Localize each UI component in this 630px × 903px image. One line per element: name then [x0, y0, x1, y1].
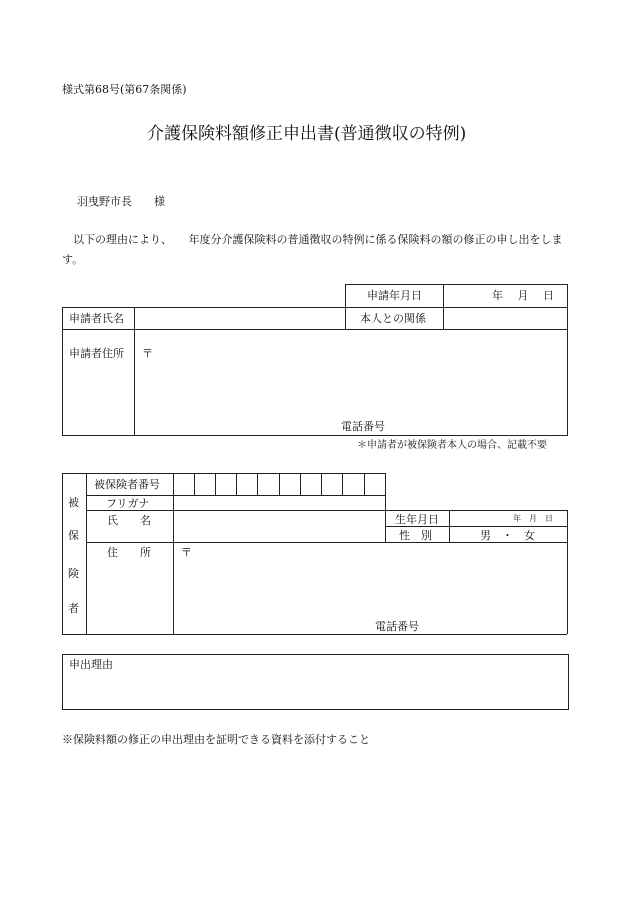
- applicant-name-field[interactable]: [136, 309, 343, 328]
- addressee: 羽曳野市長 様: [77, 195, 165, 208]
- insured-postal-mark: 〒: [181, 546, 192, 559]
- insured-side-label-2: 保: [68, 529, 79, 542]
- relation-label: 本人との関係: [360, 312, 426, 325]
- insured-phone-label: 電話番号: [375, 620, 419, 633]
- birth-date-label: 生年月日: [395, 513, 439, 526]
- form-id: 様式第68号(第67条関係): [62, 83, 187, 96]
- postal-mark: 〒: [142, 347, 153, 360]
- intro-text: 以下の理由により、 年度分介護保険料の普通徴収の特例に係る保険料の額の修正の申し出をします。: [62, 233, 563, 266]
- kana-field[interactable]: [175, 496, 384, 509]
- insured-side-label-4: 者: [68, 602, 79, 615]
- relation-field[interactable]: [445, 309, 566, 328]
- insured-name-field[interactable]: [175, 512, 384, 541]
- application-date-label: 申請年月日: [367, 289, 422, 302]
- application-date-field[interactable]: 年 月 日: [492, 289, 554, 302]
- insured-name-label: 氏 名: [107, 514, 151, 527]
- page-title: 介護保険料額修正申出書(普通徴収の特例): [147, 124, 467, 144]
- applicant-phone-label: 電話番号: [341, 420, 385, 433]
- applicant-name-label: 申請者氏名: [69, 312, 124, 325]
- insured-number-label: 被保険者番号: [94, 478, 160, 491]
- reason-label: 申出理由: [69, 658, 113, 671]
- reason-box[interactable]: [62, 654, 569, 710]
- insured-address-label: 住 所: [107, 546, 151, 559]
- insured-address-field[interactable]: [195, 545, 563, 615]
- birth-date-field[interactable]: 年 月 日: [513, 514, 553, 523]
- insured-side-label-1: 被: [68, 496, 79, 509]
- applicant-address-label: 申請者住所: [69, 347, 124, 360]
- applicant-address-field[interactable]: [156, 333, 564, 413]
- sex-field[interactable]: 男 ・ 女: [480, 529, 535, 542]
- sex-label: 性 別: [399, 529, 432, 542]
- applicant-note: ＊申請者が被保険者本人の場合、記載不要: [357, 440, 547, 451]
- insured-number-field[interactable]: [174, 474, 384, 494]
- insured-side-label-3: 険: [68, 567, 79, 580]
- kana-label: フリガナ: [106, 497, 150, 510]
- footer-note: ※保険料額の修正の申出理由を証明できる資料を添付すること: [62, 733, 370, 746]
